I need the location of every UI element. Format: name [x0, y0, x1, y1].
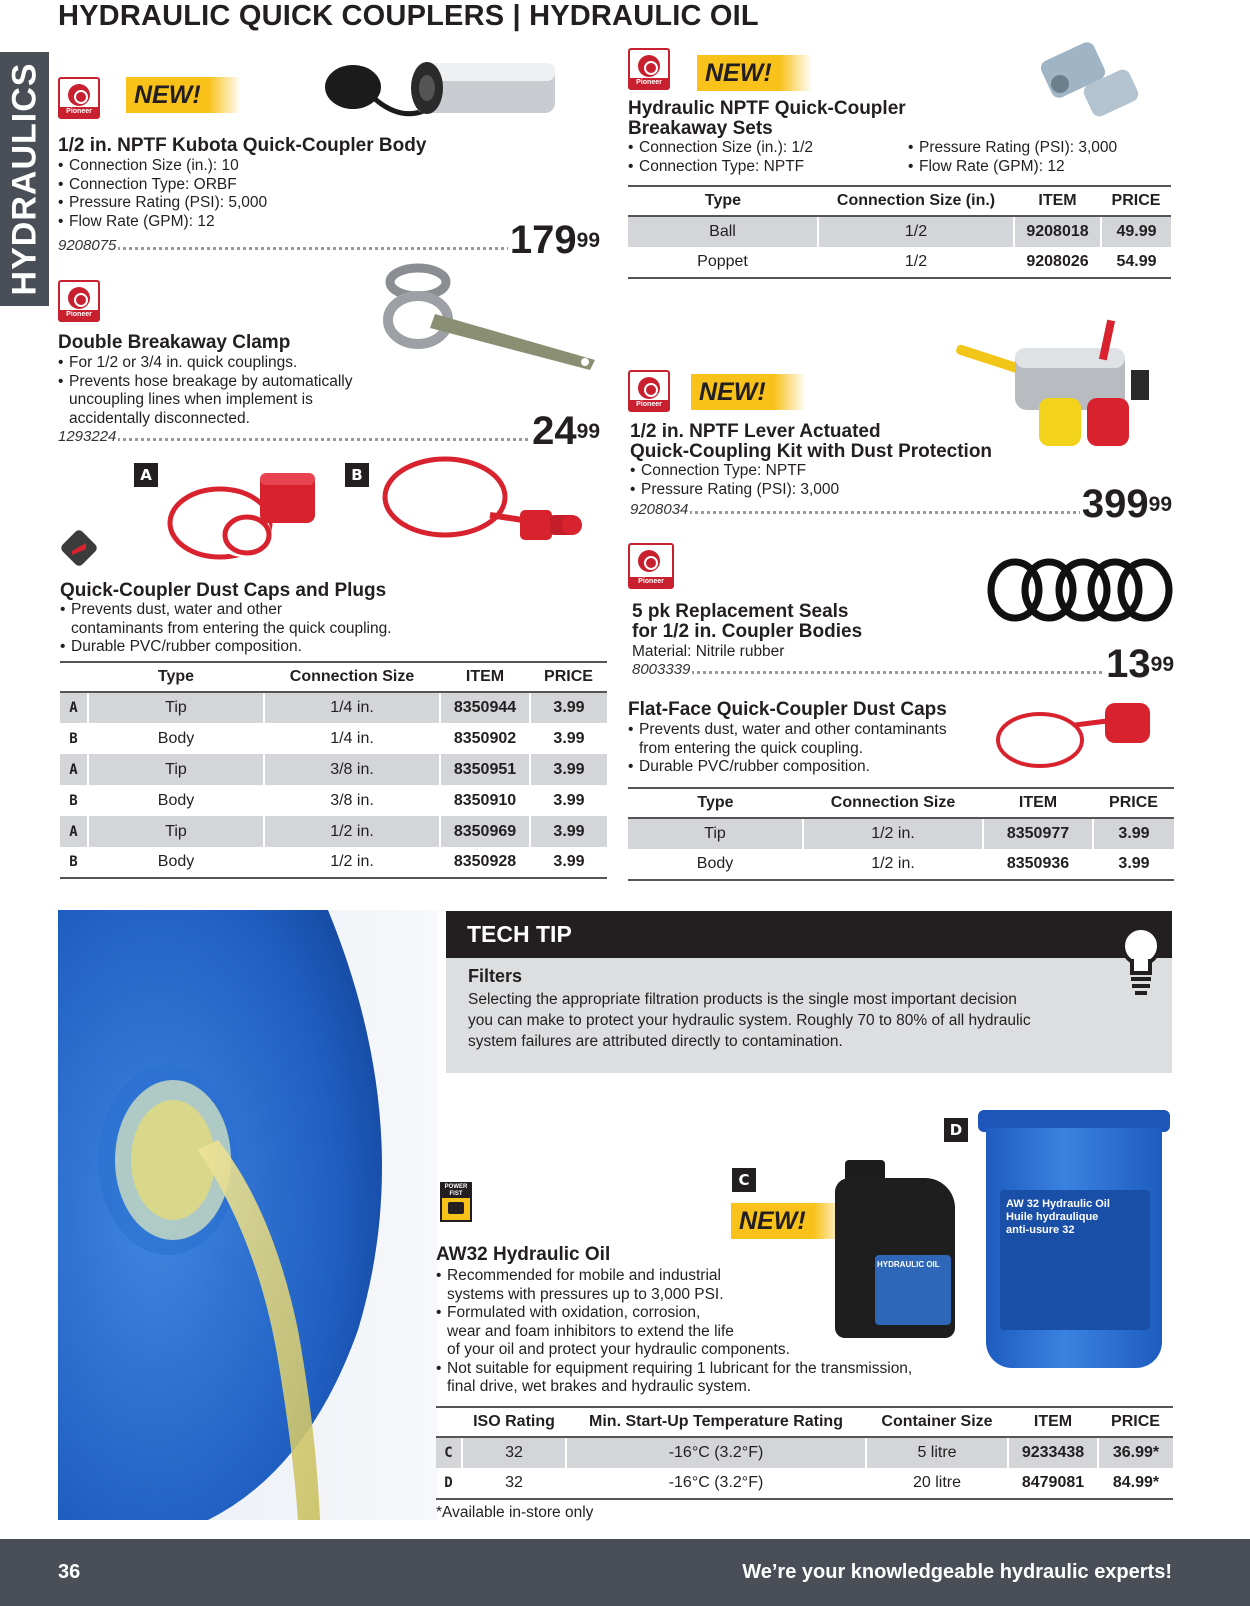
- header-item: ITEM: [1008, 1407, 1098, 1437]
- row-label: B: [60, 785, 88, 816]
- cell-item: 8350944: [440, 692, 530, 723]
- pioneer-logo: Pioneer: [58, 77, 100, 119]
- seals-image: [985, 555, 1175, 625]
- new-badge: NEW!: [691, 374, 806, 410]
- cell-size: 1/2 in.: [264, 816, 440, 847]
- breakaway-set-image: [1040, 40, 1150, 125]
- price-dollars: 179: [509, 218, 577, 262]
- header-type: Type: [88, 662, 264, 692]
- tech-tip-line: you can make to protect your hydraulic system. Roughly 70 to 80% of all hydraulic: [468, 1012, 1031, 1029]
- cell-item: 9208026: [1014, 247, 1101, 278]
- lever-title: [630, 422, 992, 462]
- flatface-cap-image: [995, 695, 1160, 775]
- jug-label-text: HYDRAULIC OIL: [877, 1260, 940, 1269]
- price-cents: 99: [576, 420, 600, 443]
- new-badge: NEW!: [697, 55, 812, 91]
- lever-title-line: Quick-Coupling Kit with Dust Protection: [630, 441, 993, 462]
- header-item: ITEM: [983, 788, 1093, 818]
- header-item: ITEM: [440, 662, 530, 692]
- lever-spec: • Connection Type: NPTF: [630, 462, 990, 481]
- table-row: [628, 247, 1171, 278]
- cell-type: Ball: [628, 216, 818, 247]
- flatface-bullet-cont: from entering the quick coupling.: [639, 739, 864, 757]
- breakaway-table: [628, 185, 1171, 279]
- table-row: [628, 216, 1171, 247]
- footer-bar: [0, 1539, 1250, 1606]
- breakaway-spec: • Pressure Rating (PSI): 3,000: [908, 139, 1168, 158]
- kubota-spec: • Connection Size (in.): 10: [58, 157, 458, 176]
- cell-type: Tip: [88, 816, 264, 847]
- header-spacer: [436, 1407, 462, 1437]
- oil-bullet-cont: systems with pressures up to 3,000 PSI.: [447, 1285, 724, 1303]
- cell-size: 3/8 in.: [264, 754, 440, 785]
- price-cents: 99: [1148, 493, 1172, 516]
- clamp-title: Double Breakaway Clamp: [58, 332, 291, 353]
- cell-item: 8350969: [440, 816, 530, 847]
- table-row: [60, 785, 607, 816]
- lever-price: [1080, 484, 1172, 524]
- tech-tip-body: [468, 989, 1031, 1052]
- powerfist-logo: [440, 1182, 472, 1222]
- kubota-title: 1/2 in. NPTF Kubota Quick-Coupler Body: [58, 135, 427, 156]
- dust-plug-body-image: [380, 455, 595, 555]
- dustcaps-title: Quick-Coupler Dust Caps and Plugs: [60, 580, 387, 601]
- cell-iso: 32: [462, 1468, 566, 1499]
- oil-bullet-cont: wear and foam inhibitors to extend the life: [447, 1322, 734, 1340]
- seals-title-line: 5 pk Replacement Seals: [632, 601, 849, 622]
- table-row: [60, 754, 607, 785]
- cell-price: 3.99: [553, 791, 585, 809]
- kubota-spec: • Connection Type: ORBF: [58, 176, 458, 195]
- label-a: A: [134, 463, 158, 487]
- cell-size: 3/8 in.: [264, 785, 440, 816]
- oil-title: AW32 Hydraulic Oil: [436, 1244, 611, 1265]
- header-price: PRICE: [1098, 1407, 1173, 1437]
- cell-item: 9208018: [1014, 216, 1101, 247]
- dustcaps-bullet: • Prevents dust, water and other: [60, 601, 480, 620]
- flatface-bullets: [628, 721, 1008, 777]
- seals-title: [632, 602, 862, 642]
- cell-item: 8479081: [1008, 1468, 1098, 1499]
- side-tab-label: HYDRAULICS: [5, 62, 43, 296]
- oil-bullets: [436, 1267, 996, 1397]
- price-dollars: 13: [1106, 642, 1151, 686]
- cell-temp: -16°C (3.2°F): [566, 1468, 866, 1499]
- dustcaps-bullet: • Durable PVC/rubber composition.: [60, 638, 480, 657]
- tech-tip-header: TECH TIP: [446, 911, 1172, 958]
- clamp-bullet: • For 1/2 or 3/4 in. quick couplings.: [58, 354, 478, 373]
- breakaway-specs-right: [908, 139, 1168, 176]
- oil-bullet: • Formulated with oxidation, corrosion,: [436, 1304, 996, 1323]
- header-type: Type: [628, 788, 803, 818]
- header-iso: ISO Rating: [462, 1407, 566, 1437]
- side-tab: [0, 52, 49, 306]
- cell-size: 1/2 in.: [264, 847, 440, 878]
- header-price: PRICE: [1093, 788, 1174, 818]
- cell-price: 3.99: [1093, 849, 1174, 880]
- page-number: 36: [58, 1561, 81, 1583]
- cell-item: 8350902: [440, 723, 530, 754]
- cell-price: 3.99: [1093, 818, 1174, 849]
- cell-price: 3.99: [530, 754, 607, 785]
- header-size: Connection Size: [264, 662, 440, 692]
- clamp-bullet-cont: uncoupling lines when implement is: [69, 391, 313, 408]
- cell-price: 3.99: [530, 847, 607, 878]
- cell-iso: 32: [462, 1437, 566, 1468]
- breakaway-title: [628, 99, 906, 139]
- kubota-spec: • Flow Rate (GPM): 12: [58, 213, 458, 232]
- cell-price: 49.99: [1101, 216, 1171, 247]
- cell-item: 8350936: [983, 849, 1093, 880]
- seals-material-text: Material: Nitrile rubber: [632, 643, 785, 660]
- cell-size: 1/2: [818, 216, 1014, 247]
- cell-size: 1/2: [818, 247, 1014, 278]
- header-type: Type: [628, 186, 818, 216]
- table-row: [628, 818, 1174, 849]
- cell-type: Tip: [628, 818, 803, 849]
- tech-tip-line: Selecting the appropriate filtration products is the single most important decision: [468, 991, 1017, 1008]
- cell-price: 3.99: [530, 816, 607, 847]
- cell-size: 1/4 in.: [264, 723, 440, 754]
- flatface-bullet: • Prevents dust, water and other contaminants: [628, 721, 1008, 740]
- oil-pail-image: [978, 1110, 1170, 1372]
- table-row: [60, 723, 607, 754]
- row-label: B: [60, 847, 88, 878]
- cell-item: 8350910: [440, 785, 530, 816]
- cell-type: Body: [88, 723, 264, 754]
- header-size: Connection Size: [803, 788, 983, 818]
- lever-sku: 9208034: [630, 501, 689, 518]
- price-dollars: 24: [532, 409, 577, 453]
- cell-type: Body: [628, 849, 803, 880]
- table-row: [436, 1437, 1173, 1468]
- seals-price: [1104, 644, 1174, 684]
- clamp-price-line: [58, 409, 600, 453]
- cell-type: Tip: [88, 692, 264, 723]
- table-row: [60, 692, 607, 723]
- flatface-title: Flat-Face Quick-Coupler Dust Caps: [628, 699, 947, 720]
- pail-label-text: [1006, 1198, 1146, 1237]
- table-row: [436, 1468, 1173, 1499]
- cell-type: Body: [88, 847, 264, 878]
- breakaway-spec: • Connection Type: NPTF: [628, 158, 918, 177]
- label-b: B: [345, 463, 369, 487]
- oil-bullet: • Not suitable for equipment requiring 1 lubricant for the transmission,: [436, 1360, 996, 1379]
- cell-type: Tip: [88, 754, 264, 785]
- oil-bullet: • Recommended for mobile and industrial: [436, 1267, 996, 1286]
- pail-label-line: AW 32 Hydraulic Oil: [1006, 1198, 1110, 1210]
- new-badge: NEW!: [126, 77, 241, 113]
- powerfist-text: FIST: [442, 1191, 470, 1198]
- kubota-specs: [58, 157, 458, 231]
- dustcaps-bullet-cont: contaminants from entering the quick coupling.: [71, 619, 392, 637]
- cell-item: 8350928: [440, 847, 530, 878]
- lever-title-line: 1/2 in. NPTF Lever Actuated: [630, 421, 881, 442]
- oil-bullet-cont: of your oil and protect your hydraulic components.: [447, 1341, 790, 1358]
- row-label: D: [436, 1468, 462, 1499]
- cell-container: 20 litre: [866, 1468, 1008, 1499]
- cell-price: 3.99: [553, 729, 585, 747]
- row-label: A: [60, 754, 88, 785]
- kubota-sku: 9208075: [58, 237, 117, 254]
- pail-label-line: Huile hydraulique: [1006, 1211, 1099, 1223]
- cell-item: 9233438: [1008, 1437, 1098, 1468]
- clamp-bullet: • Prevents hose breakage by automatically: [58, 373, 478, 392]
- flatface-bullet: • Durable PVC/rubber composition.: [628, 758, 1008, 777]
- header-spacer: [60, 662, 88, 692]
- header-price: PRICE: [530, 662, 607, 692]
- header-temp: Min. Start-Up Temperature Rating: [566, 1407, 866, 1437]
- cell-size: 1/2 in.: [803, 849, 983, 880]
- price-cents: 99: [1150, 653, 1174, 676]
- cell-container: 5 litre: [866, 1437, 1008, 1468]
- breakaway-title-line: Breakaway Sets: [628, 118, 773, 139]
- table-row: [60, 816, 607, 847]
- breakaway-title-line: Hydraulic NPTF Quick-Coupler: [628, 98, 906, 119]
- label-d: D: [944, 1118, 968, 1142]
- seals-title-line: for 1/2 in. Coupler Bodies: [632, 621, 863, 642]
- cell-price: 3.99: [530, 692, 607, 723]
- row-label: A: [60, 816, 88, 847]
- pioneer-logo: Pioneer: [58, 280, 100, 322]
- pioneer-logo: Pioneer: [628, 370, 670, 412]
- breakaway-spec: • Flow Rate (GPM): 12: [908, 158, 1168, 177]
- table-row: [628, 849, 1174, 880]
- price-dollars: 399: [1081, 482, 1149, 526]
- clamp-price: [530, 411, 600, 451]
- pioneer-logo: Pioneer: [628, 48, 670, 90]
- breakaway-specs-left: [628, 139, 918, 176]
- flatface-table: [628, 787, 1174, 881]
- breakaway-spec: • Connection Size (in.): 1/2: [628, 139, 918, 158]
- kubota-price: [508, 220, 600, 260]
- kubota-spec: • Pressure Rating (PSI): 5,000: [58, 194, 458, 213]
- dustcaps-bullets: [60, 601, 480, 657]
- price-cents: 99: [576, 229, 600, 252]
- page-title: HYDRAULIC QUICK COUPLERS | HYDRAULIC OIL: [58, 0, 759, 32]
- header-price: PRICE: [1101, 186, 1171, 216]
- header-container: Container Size: [866, 1407, 1008, 1437]
- cell-price: 36.99*: [1098, 1437, 1173, 1468]
- row-label: C: [436, 1437, 462, 1468]
- header-size: Connection Size (in.): [818, 186, 1014, 216]
- dust-cap-tip-image: [165, 455, 330, 560]
- clamp-bullet-cont: accidentally disconnected.: [69, 409, 250, 427]
- kubota-coupler-image: [315, 55, 565, 125]
- seals-sku: 8003339: [632, 661, 691, 678]
- new-badge: NEW!: [731, 1203, 846, 1239]
- pail-label-line: anti-usure 32: [1006, 1224, 1075, 1236]
- lightbulb-icon: [1118, 923, 1164, 1001]
- table-row: [60, 847, 607, 878]
- powerfist-text: POWER: [442, 1184, 470, 1191]
- tech-tip-box: [446, 911, 1172, 1073]
- cell-price: 84.99*: [1098, 1468, 1173, 1499]
- row-label: A: [60, 692, 88, 723]
- seals-price-line: [632, 642, 1174, 686]
- header-item: ITEM: [1014, 186, 1101, 216]
- oil-table: [436, 1406, 1173, 1500]
- footer-tagline: We’re your knowledgeable hydraulic experts!: [742, 1561, 1172, 1583]
- oil-bullet-cont: final drive, wet brakes and hydraulic system.: [447, 1378, 752, 1395]
- dustcaps-table: [60, 661, 607, 879]
- tech-tip-subtitle: Filters: [468, 966, 523, 986]
- tech-tip-line: system failures are attributed directly to contamination.: [468, 1033, 843, 1050]
- clamp-sku: 1293224: [58, 428, 117, 445]
- cell-type: Body: [88, 785, 264, 816]
- cell-price: 54.99: [1101, 247, 1171, 278]
- cell-item: 8350951: [440, 754, 530, 785]
- label-c: C: [732, 1168, 756, 1192]
- lever-spec: • Pressure Rating (PSI): 3,000: [630, 481, 990, 500]
- cell-temp: -16°C (3.2°F): [566, 1437, 866, 1468]
- oil-pour-photo: [58, 910, 438, 1520]
- row-label: B: [60, 723, 88, 754]
- cell-type: Poppet: [628, 247, 818, 278]
- cell-size: 1/4 in.: [264, 692, 440, 723]
- oil-footnote: *Available in-store only: [436, 1504, 594, 1521]
- dustcap-brand-logo: [60, 529, 98, 567]
- cell-item: 8350977: [983, 818, 1093, 849]
- cell-size: 1/2 in.: [803, 818, 983, 849]
- pioneer-logo: Pioneer: [628, 543, 674, 589]
